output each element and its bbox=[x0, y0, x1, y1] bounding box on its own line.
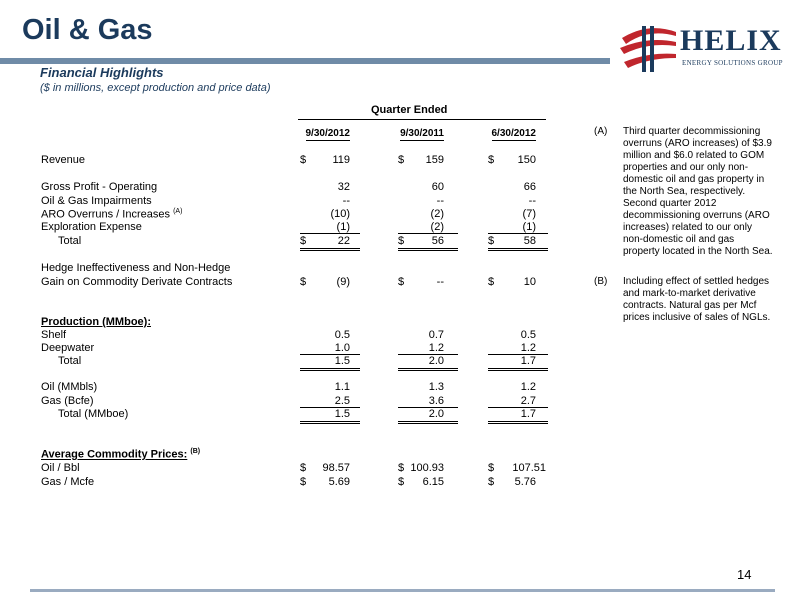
row-label: Hedge Ineffectiveness and Non-Hedge bbox=[41, 262, 231, 274]
cell-value: (1) bbox=[336, 221, 350, 233]
section-title: Financial Highlights bbox=[40, 65, 164, 80]
note-key: (A) bbox=[594, 126, 608, 137]
footer-rule bbox=[30, 589, 775, 592]
cell-value: -- bbox=[528, 195, 536, 207]
cell-value: 66 bbox=[523, 181, 536, 193]
cell-value: 1.0 bbox=[334, 342, 350, 354]
cell-value: 10 bbox=[523, 276, 536, 288]
row-label: Gas / Mcfe bbox=[41, 476, 95, 488]
underline bbox=[300, 233, 360, 234]
currency-sign: $ bbox=[300, 235, 307, 247]
row-label: Exploration Expense bbox=[41, 221, 142, 233]
cell-value: 0.7 bbox=[428, 329, 444, 341]
cell-value: 2.5 bbox=[334, 395, 350, 407]
cell-value: 32 bbox=[337, 181, 350, 193]
currency-sign: $ bbox=[488, 476, 495, 488]
currency-sign: $ bbox=[300, 154, 307, 166]
page-title: Oil & Gas bbox=[22, 14, 153, 46]
currency-sign: $ bbox=[398, 276, 405, 288]
header-rule bbox=[298, 119, 546, 120]
row-label: Production (MMboe): bbox=[41, 316, 151, 328]
double-underline bbox=[488, 248, 548, 251]
cell-value: 1.2 bbox=[520, 342, 536, 354]
double-underline bbox=[398, 248, 458, 251]
page-number: 14 bbox=[737, 567, 752, 582]
double-underline bbox=[300, 421, 360, 424]
note-key: (B) bbox=[594, 276, 608, 287]
double-underline bbox=[300, 248, 360, 251]
cell-value: 159 bbox=[425, 154, 444, 166]
cell-value: 2.7 bbox=[520, 395, 536, 407]
currency-sign: $ bbox=[488, 154, 495, 166]
row-label: Gas (Bcfe) bbox=[41, 395, 94, 407]
row-label: Total bbox=[58, 355, 82, 367]
cell-value: 150 bbox=[517, 154, 536, 166]
cell-value: 1.1 bbox=[334, 381, 350, 393]
cell-value: 2.0 bbox=[428, 408, 444, 420]
column-header: 9/30/2011 bbox=[400, 128, 444, 139]
double-underline bbox=[488, 421, 548, 424]
cell-value: 100.93 bbox=[410, 462, 444, 474]
row-label: Average Commodity Prices: $^{(B)}$ bbox=[41, 448, 201, 461]
currency-sign: $ bbox=[488, 276, 495, 288]
quarter-ended-header: Quarter Ended bbox=[371, 104, 448, 116]
currency-sign: $ bbox=[300, 476, 307, 488]
column-header: 9/30/2012 bbox=[305, 128, 350, 139]
cell-value: 1.3 bbox=[428, 381, 444, 393]
helix-emblem-icon bbox=[618, 18, 678, 74]
double-underline bbox=[488, 368, 548, 371]
row-label: ARO Overruns / Increases $^{(A)}$ bbox=[41, 208, 183, 221]
cell-value: 119 bbox=[332, 154, 350, 166]
cell-value: (9) bbox=[336, 276, 350, 288]
currency-sign: $ bbox=[398, 462, 405, 474]
cell-value: (7) bbox=[522, 208, 536, 220]
double-underline bbox=[398, 368, 458, 371]
underline bbox=[398, 233, 458, 234]
cell-value: -- bbox=[436, 195, 444, 207]
currency-sign: $ bbox=[300, 462, 307, 474]
title-rule bbox=[0, 58, 610, 64]
currency-sign: $ bbox=[398, 476, 405, 488]
cell-value: 58 bbox=[523, 235, 536, 247]
footnote-marker: (B) bbox=[190, 448, 201, 455]
row-label: Oil (MMbls) bbox=[41, 381, 98, 393]
row-label: Total (MMboe) bbox=[58, 408, 129, 420]
row-label: Gain on Commodity Derivate Contracts bbox=[41, 276, 233, 288]
cell-value: 2.0 bbox=[428, 355, 444, 367]
row-label: Shelf bbox=[41, 329, 67, 341]
cell-value: -- bbox=[342, 195, 350, 207]
row-label: Gross Profit - Operating bbox=[41, 181, 158, 193]
cell-value: (2) bbox=[430, 208, 444, 220]
currency-sign: $ bbox=[398, 235, 405, 247]
logo-tagline: ENERGY SOLUTIONS GROUP bbox=[682, 59, 783, 67]
cell-value: (10) bbox=[330, 208, 350, 220]
cell-value: 1.2 bbox=[428, 342, 444, 354]
double-underline bbox=[300, 368, 360, 371]
cell-value: 107.51 bbox=[512, 462, 546, 474]
column-header: 6/30/2012 bbox=[491, 128, 536, 139]
note-text: Including effect of settled hedges and mark-to-market derivative contracts. Natural gas per Mcf prices inclusive of sales of NGLs. bbox=[623, 276, 771, 323]
cell-value: -- bbox=[436, 276, 444, 288]
cell-value: 5.76 bbox=[514, 476, 536, 488]
cell-value: 60 bbox=[431, 181, 444, 193]
logo-wordmark: HELIX bbox=[680, 24, 782, 57]
row-label: Revenue bbox=[41, 154, 86, 166]
row-label: Deepwater bbox=[41, 342, 95, 354]
row-label: Oil & Gas Impairments bbox=[41, 195, 152, 207]
cell-value: 56 bbox=[431, 235, 444, 247]
currency-sign: $ bbox=[300, 276, 307, 288]
row-label: Total bbox=[58, 235, 82, 247]
cell-value: 5.69 bbox=[328, 476, 350, 488]
footnote-marker: (A) bbox=[173, 208, 183, 215]
row-label: Oil / Bbl bbox=[41, 462, 80, 474]
cell-value: 0.5 bbox=[520, 329, 536, 341]
cell-value: 6.15 bbox=[422, 476, 444, 488]
cell-value: 0.5 bbox=[334, 329, 350, 341]
cell-value: 1.5 bbox=[334, 408, 350, 420]
cell-value: 1.5 bbox=[334, 355, 350, 367]
helix-logo bbox=[618, 18, 788, 74]
cell-value: 1.2 bbox=[520, 381, 536, 393]
cell-value: 3.6 bbox=[428, 395, 444, 407]
cell-value: (1) bbox=[522, 221, 536, 233]
cell-value: (2) bbox=[430, 221, 444, 233]
underline bbox=[488, 233, 548, 234]
currency-sign: $ bbox=[488, 235, 495, 247]
note-text: Third quarter decommissioning overruns (ARO increases) of $3.9 million and $6.0 related to GOM properties and our only non-domestic oil and gas property in the North Sea, respectively. Second quarter 2012 decommissioning overruns (ARO increases) related to our only non-domestic oil and gas property located in the North Sea. bbox=[623, 126, 773, 257]
currency-sign: $ bbox=[488, 462, 495, 474]
cell-value: 98.57 bbox=[322, 462, 350, 474]
cell-value: 1.7 bbox=[520, 355, 536, 367]
section-subtitle: ($ in millions, except production and price data) bbox=[40, 82, 271, 94]
cell-value: 1.7 bbox=[520, 408, 536, 420]
double-underline bbox=[398, 421, 458, 424]
cell-value: 22 bbox=[337, 235, 350, 247]
currency-sign: $ bbox=[398, 154, 405, 166]
